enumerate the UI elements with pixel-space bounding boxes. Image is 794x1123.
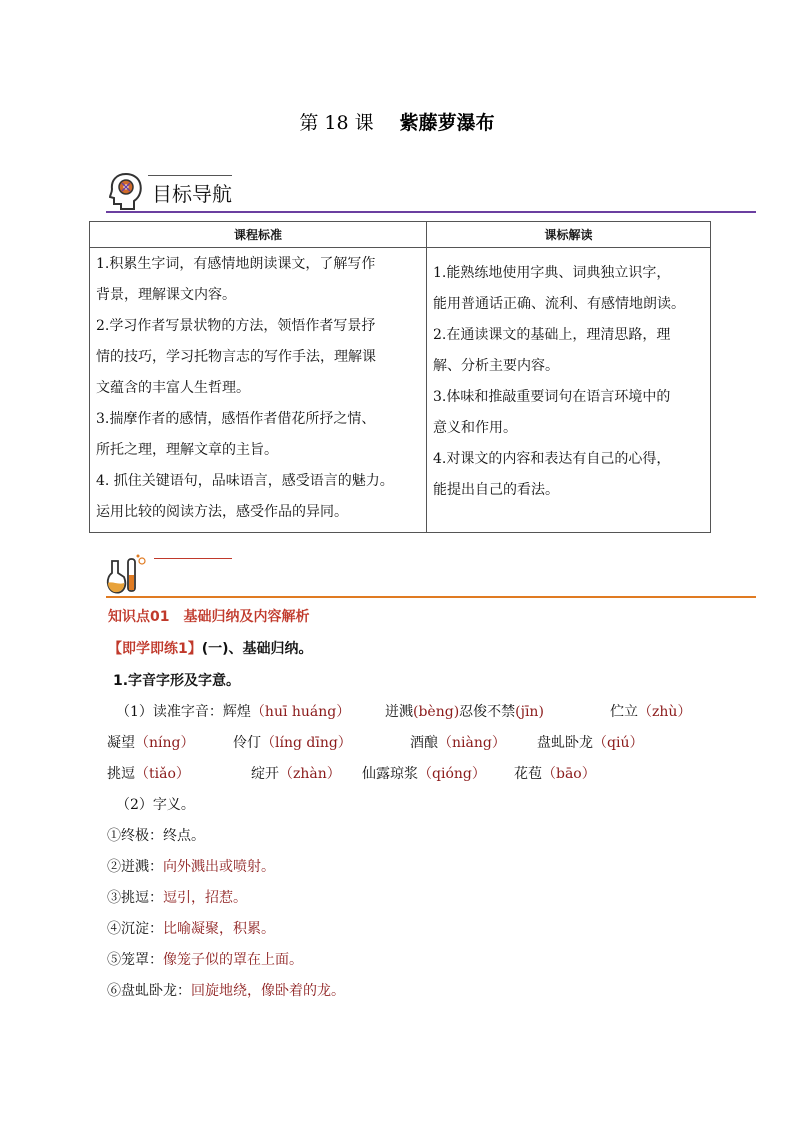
standards-line: 文蕴含的丰富人生哲理。 [96,380,250,396]
pinyin: （qióng） [418,766,486,782]
interpretation-line: 解、分析主要内容。 [433,358,559,374]
meaning-item [107,918,275,938]
brain-gear-icon [108,171,144,211]
pinyin: （níng） [135,735,195,751]
interpretation-line: 4.对课文的内容和表达有自己的心得， [433,451,671,467]
word: 忍俊不禁 [459,704,516,720]
meaning-def: 向外溅出或喷射。 [163,859,275,875]
pronunciation-item [385,701,544,721]
word: 辉煌 [222,704,251,720]
standards-line: 3.揣摩作者的感情，感悟作者借花所抒之情、 [96,411,376,427]
word: 凝望 [107,735,135,751]
section1-rule [106,211,756,213]
pinyin: （niàng） [438,735,506,751]
interpretation-line: 能用普通话正确、流利、有感情地朗读。 [433,296,685,312]
lesson-number: 第 18 课 [299,112,374,134]
section1-top-line [148,175,232,176]
standards-line: 背景，理解课文内容。 [96,287,236,303]
pronunciation-item [107,763,190,783]
pinyin: （bāo） [542,766,596,782]
practice-bracket: 【即学即练1】 [108,641,202,657]
standards-table [89,221,711,533]
standards-line: 1.积累生字词，有感情地朗读课文，了解写作 [96,256,376,272]
practice-heading [108,638,313,658]
meaning-term: ⑤笼罩： [107,952,163,968]
sub-heading: 1.字音字形及字意。 [113,673,241,689]
meaning-def: 逗引，招惹。 [163,890,247,906]
standards-line: 2.学习作者写景状物的方法，领悟作者写景抒 [96,318,376,334]
meaning-def: 比喻凝聚，积累。 [163,921,275,937]
word: 盘虬卧龙 [537,735,593,751]
pronunciation-item [410,732,506,752]
interpretation-line: 2.在通读课文的基础上，理清思路，理 [433,327,671,343]
pronunciation-item [537,732,643,752]
pronunciation-item [514,763,596,783]
lesson-title [0,108,794,135]
meaning-term: ①终极： [107,828,163,844]
section2-top-line [154,558,232,559]
pronunciation-item [107,732,194,752]
meaning-def: 像笼子似的罩在上面。 [163,952,303,968]
word: 伶仃 [233,735,261,751]
pinyin: （zhù） [638,704,692,720]
meaning-term: ③挑逗： [107,890,163,906]
knowledge-point-label: 知识点01 [108,609,170,625]
interpretation-cell [427,248,711,533]
word: 迸溅 [385,704,413,720]
table-header-standards: 课程标准 [90,222,427,248]
pinyin: (bèng) [413,704,460,720]
lesson-name: 紫藤萝瀑布 [399,112,495,134]
interpretation-line: 意义和作用。 [433,420,517,436]
pronunciation-item [362,763,486,783]
meaning-item [107,887,247,907]
meaning-intro: （2）字义。 [116,797,195,813]
chemistry-flask-icon [104,553,150,595]
section1-heading: 目标导航 [152,182,232,206]
interpretation-line: 1.能熟练地使用字典、词典独立识字， [433,265,671,281]
meaning-item [107,856,275,876]
meaning-item [107,825,205,845]
word: 仙露琼浆 [362,766,418,782]
pinyin: （líng dīng） [261,735,352,751]
knowledge-point-title: 基础归纳及内容解析 [183,609,310,625]
pronunciation-intro: （1）读准字音： [116,704,223,720]
pinyin: （tiǎo） [135,766,190,782]
pronunciation-item [610,701,691,721]
table-header-interpretation: 课标解读 [427,222,711,248]
section2-rule [106,596,756,598]
pinyin: （qiú） [593,735,644,751]
word: 挑逗 [107,766,135,782]
word: 花苞 [514,766,542,782]
pinyin: (jīn) [515,704,544,720]
practice-text: (一)、基础归纳。 [201,641,313,657]
meaning-item [107,949,303,969]
knowledge-point-heading [108,606,309,626]
standards-cell [90,248,427,533]
interpretation-line: 能提出自己的看法。 [433,482,559,498]
word: 伫立 [610,704,638,720]
meaning-term: ④沉淀： [107,921,163,937]
meaning-def: 终点。 [163,828,205,844]
standards-line: 4. 抓住关键语句，品味语言，感受语言的魅力。 [96,473,394,489]
standards-line: 所托之理，理解文章的主旨。 [96,442,278,458]
pronunciation-item [251,763,341,783]
meaning-term: ②迸溅： [107,859,163,875]
meaning-def: 回旋地绕，像卧着的龙。 [191,983,345,999]
pinyin: （zhàn） [279,766,341,782]
pronunciation-item [233,732,352,752]
word: 酒酿 [410,735,438,751]
meaning-term: ⑥盘虬卧龙： [107,983,191,999]
standards-line: 运用比较的阅读方法，感受作品的异同。 [96,504,348,520]
pronunciation-row [116,701,350,721]
pinyin: （huī huáng） [250,704,351,720]
meaning-item [107,980,345,1000]
word: 绽开 [251,766,279,782]
interpretation-line: 3.体味和推敲重要词句在语言环境中的 [433,389,671,405]
standards-line: 情的技巧，学习托物言志的写作手法，理解课 [96,349,376,365]
